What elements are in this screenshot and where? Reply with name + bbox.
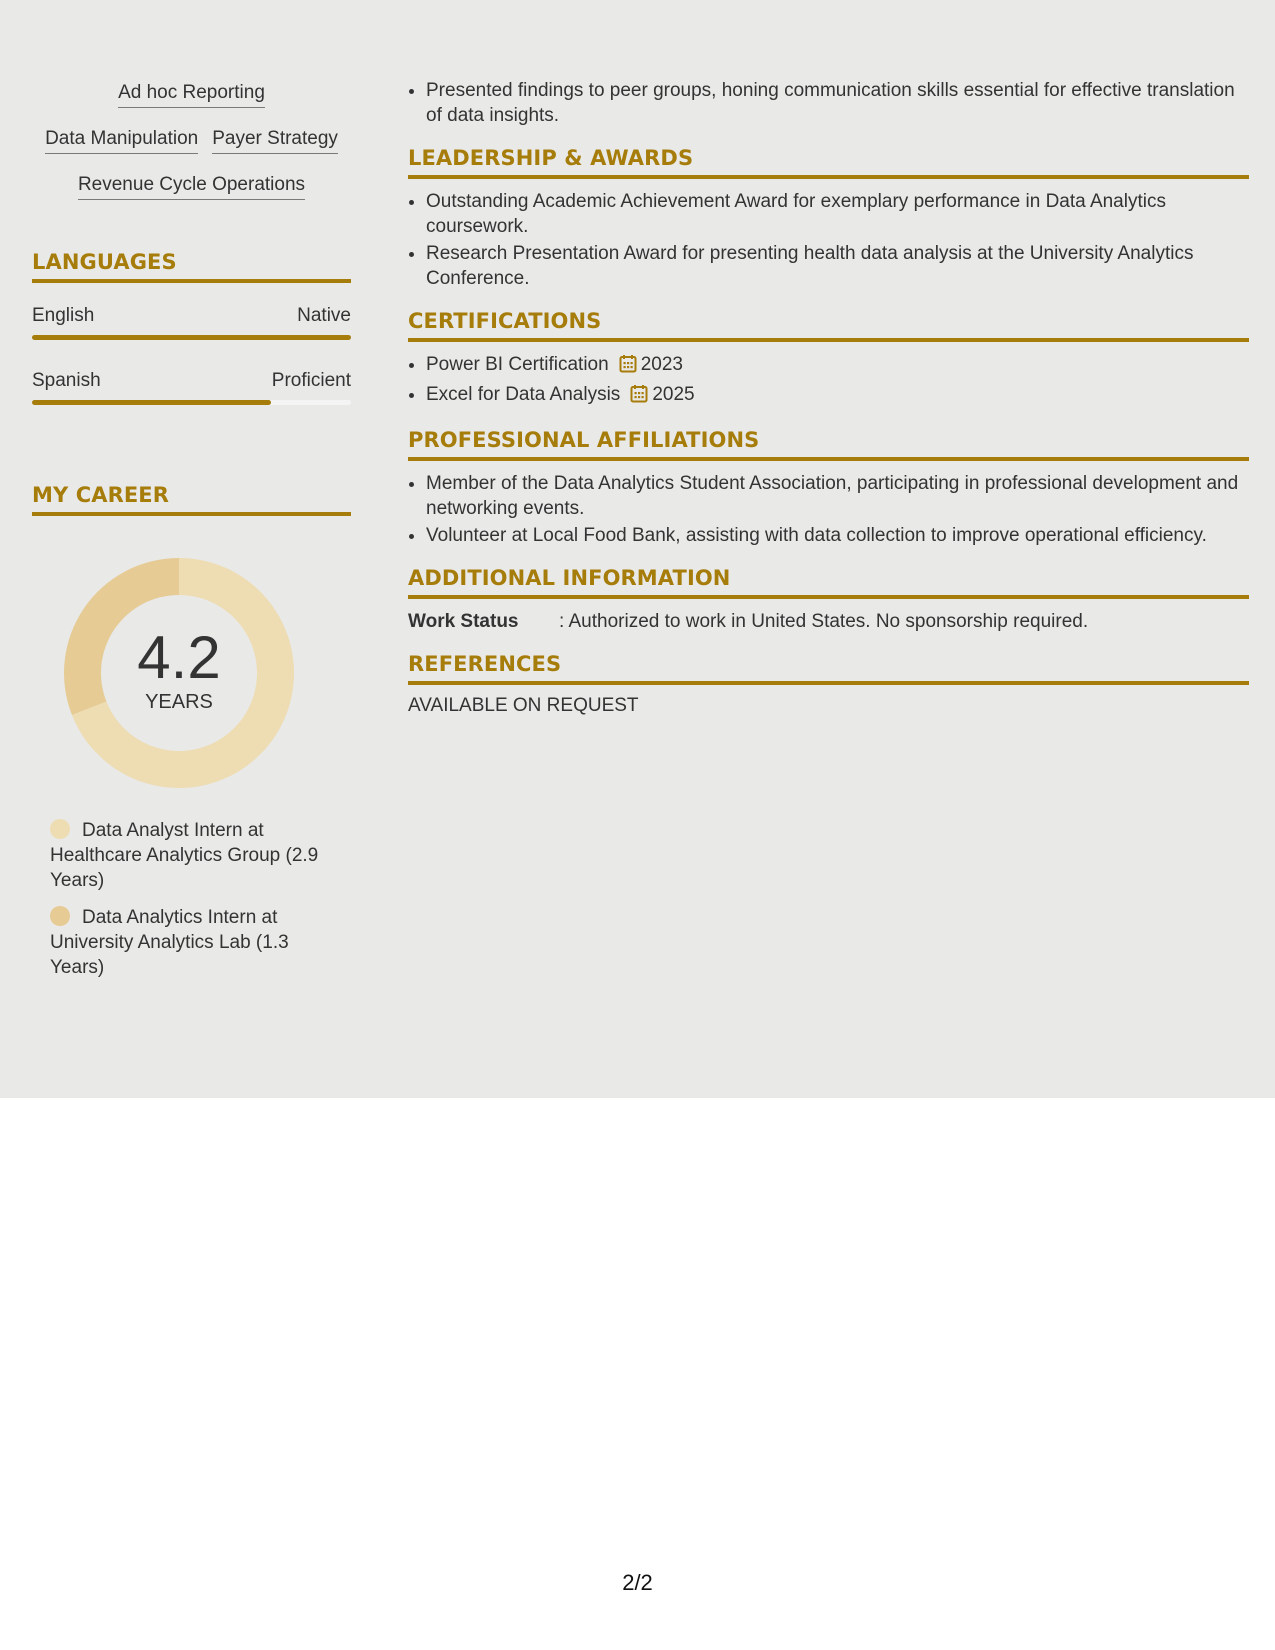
language-proficiency-fill [32,400,271,405]
language-proficiency-bar [32,400,351,405]
work-status-value: : Authorized to work in United States. No sponsorship required. [559,611,1089,632]
career-total-unit: YEARS [145,690,213,713]
legend-swatch [50,906,70,926]
certification-year: 2025 [652,384,695,405]
language-item [32,305,351,340]
leadership-list [408,189,1249,291]
legend-item [50,818,340,893]
skill-tag: Revenue Cycle Operations [78,172,305,200]
page-number: 2/2 [622,1570,653,1595]
skill-tag: Ad hoc Reporting [118,80,265,108]
language-proficiency-bar [32,335,351,340]
bullet-item: • Outstanding Academic Achievement Award for exemplary performance in Data Analytics coursework. [426,189,1249,239]
affiliations-heading: PROFESSIONAL AFFILIATIONS [408,428,1249,461]
languages-heading: LANGUAGES [32,250,351,283]
language-level: Proficient [271,370,351,391]
calendar-icon [619,354,637,380]
career-donut-chart [64,558,294,788]
work-status-row [408,609,1249,634]
certifications-list [408,352,1249,410]
main-column [408,78,1249,717]
career-total [64,558,294,788]
language-name: English [32,305,95,326]
experience-bullets [408,78,1249,128]
certification-item [426,352,1249,380]
calendar-icon [630,384,648,410]
language-name: Spanish [32,370,101,391]
language-item [32,370,351,405]
certification-name: Excel for Data Analysis [426,384,621,405]
bullet-item: • Presented findings to peer groups, honing communication skills essential for effective translation of data insights. [426,78,1249,128]
work-status-label: Work Status [408,611,519,632]
career-heading: MY CAREER [32,483,351,516]
legend-label: Data Analyst Intern at Healthcare Analytics Group (2.9 Years) [50,820,319,891]
sidebar [32,80,351,992]
bullet-item: • Member of the Data Analytics Student Association, participating in professional development and networking events. [426,471,1249,521]
references-heading: REFERENCES [408,652,1249,685]
career-legend [50,818,340,980]
certification-name: Power BI Certification [426,354,609,375]
references-text: AVAILABLE ON REQUEST [408,695,639,716]
leadership-heading: LEADERSHIP & AWARDS [408,146,1249,179]
affiliations-list [408,471,1249,548]
certifications-heading: CERTIFICATIONS [408,309,1249,342]
certification-year: 2023 [640,354,683,375]
bullet-item: • Volunteer at Local Food Bank, assisting with data collection to improve operational efficiency. [426,523,1249,548]
legend-swatch [50,819,70,839]
skill-tag: Payer Strategy [212,126,338,154]
legend-label: Data Analytics Intern at University Analytics Lab (1.3 Years) [50,907,289,978]
additional-info-heading: ADDITIONAL INFORMATION [408,566,1249,599]
language-proficiency-fill [32,335,351,340]
career-total-value: 4.2 [137,623,221,691]
legend-item [50,905,340,980]
skills-list [32,80,351,200]
bullet-item: • Research Presentation Award for presenting health data analysis at the University Analytics Conference. [426,241,1249,291]
certification-item [426,382,1249,410]
language-level: Native [297,305,351,326]
skill-tag: Data Manipulation [45,126,198,154]
